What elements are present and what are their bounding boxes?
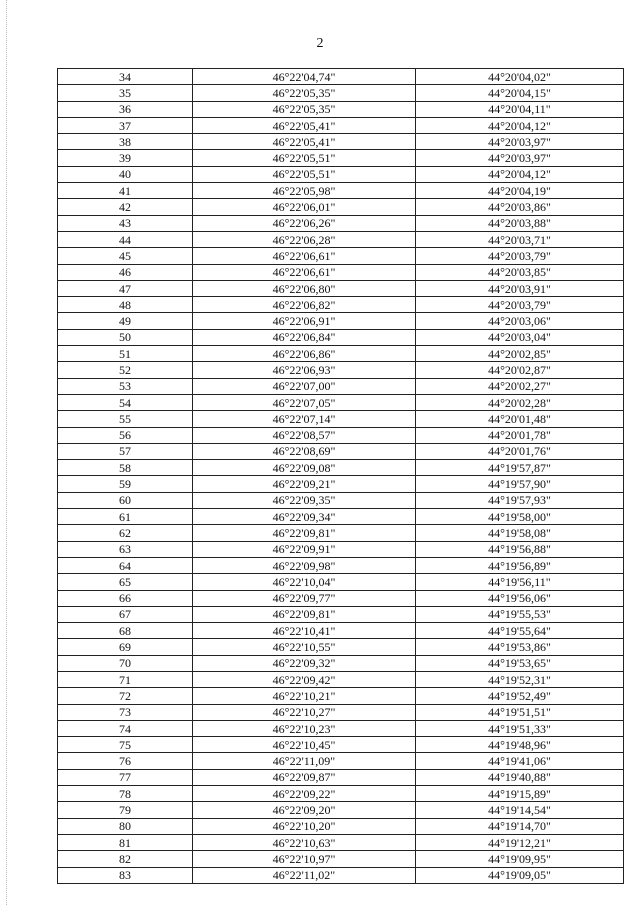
point-number-cell: 34 <box>58 69 193 85</box>
point-number-cell: 48 <box>58 297 193 313</box>
longitude-cell: 44°19'55,64" <box>416 623 624 639</box>
longitude-cell: 44°20'03,79" <box>416 297 624 313</box>
longitude-cell: 44°20'03,06" <box>416 313 624 329</box>
latitude-cell: 46°22'05,51" <box>193 166 416 182</box>
point-number-cell: 83 <box>58 867 193 883</box>
longitude-cell: 44°20'04,12" <box>416 166 624 182</box>
longitude-cell: 44°20'02,28" <box>416 394 624 410</box>
table-row <box>58 411 624 427</box>
point-number-cell: 69 <box>58 639 193 655</box>
point-number-cell: 36 <box>58 101 193 117</box>
coordinates-table-body <box>58 69 624 884</box>
table-row <box>58 329 624 345</box>
table-row <box>58 264 624 280</box>
table-row <box>58 231 624 247</box>
point-number-cell: 38 <box>58 134 193 150</box>
point-number-cell: 65 <box>58 574 193 590</box>
table-row <box>58 704 624 720</box>
point-number-cell: 78 <box>58 786 193 802</box>
latitude-cell: 46°22'09,08" <box>193 460 416 476</box>
latitude-cell: 46°22'09,32" <box>193 655 416 671</box>
table-row <box>58 215 624 231</box>
point-number-cell: 71 <box>58 671 193 687</box>
table-row <box>58 117 624 133</box>
latitude-cell: 46°22'09,20" <box>193 802 416 818</box>
table-row <box>58 69 624 85</box>
table-row <box>58 476 624 492</box>
point-number-cell: 53 <box>58 378 193 394</box>
point-number-cell: 77 <box>58 769 193 785</box>
point-number-cell: 42 <box>58 199 193 215</box>
table-row <box>58 199 624 215</box>
longitude-cell: 44°20'01,48" <box>416 411 624 427</box>
table-row <box>58 867 624 883</box>
point-number-cell: 74 <box>58 720 193 736</box>
table-row <box>58 101 624 117</box>
longitude-cell: 44°19'57,87" <box>416 460 624 476</box>
latitude-cell: 46°22'10,41" <box>193 623 416 639</box>
latitude-cell: 46°22'06,91" <box>193 313 416 329</box>
longitude-cell: 44°19'57,93" <box>416 492 624 508</box>
longitude-cell: 44°19'52,49" <box>416 688 624 704</box>
longitude-cell: 44°20'04,11" <box>416 101 624 117</box>
latitude-cell: 46°22'05,98" <box>193 183 416 199</box>
table-row <box>58 639 624 655</box>
point-number-cell: 61 <box>58 509 193 525</box>
table-row <box>58 248 624 264</box>
point-number-cell: 81 <box>58 834 193 850</box>
point-number-cell: 79 <box>58 802 193 818</box>
latitude-cell: 46°22'11,09" <box>193 753 416 769</box>
table-row <box>58 427 624 443</box>
latitude-cell: 46°22'05,41" <box>193 134 416 150</box>
point-number-cell: 51 <box>58 346 193 362</box>
point-number-cell: 52 <box>58 362 193 378</box>
latitude-cell: 46°22'09,21" <box>193 476 416 492</box>
latitude-cell: 46°22'10,55" <box>193 639 416 655</box>
latitude-cell: 46°22'06,80" <box>193 280 416 296</box>
latitude-cell: 46°22'09,35" <box>193 492 416 508</box>
table-row <box>58 590 624 606</box>
point-number-cell: 60 <box>58 492 193 508</box>
latitude-cell: 46°22'06,01" <box>193 199 416 215</box>
longitude-cell: 44°20'03,04" <box>416 329 624 345</box>
point-number-cell: 58 <box>58 460 193 476</box>
point-number-cell: 47 <box>58 280 193 296</box>
point-number-cell: 39 <box>58 150 193 166</box>
longitude-cell: 44°20'03,85" <box>416 264 624 280</box>
point-number-cell: 44 <box>58 231 193 247</box>
coordinates-table <box>57 68 624 884</box>
table-row <box>58 688 624 704</box>
table-row <box>58 134 624 150</box>
table-row <box>58 460 624 476</box>
table-row <box>58 834 624 850</box>
point-number-cell: 68 <box>58 623 193 639</box>
point-number-cell: 56 <box>58 427 193 443</box>
longitude-cell: 44°19'56,06" <box>416 590 624 606</box>
latitude-cell: 46°22'09,22" <box>193 786 416 802</box>
longitude-cell: 44°19'15,89" <box>416 786 624 802</box>
table-row <box>58 574 624 590</box>
table-row <box>58 623 624 639</box>
latitude-cell: 46°22'06,26" <box>193 215 416 231</box>
longitude-cell: 44°19'58,00" <box>416 509 624 525</box>
point-number-cell: 54 <box>58 394 193 410</box>
longitude-cell: 44°19'53,65" <box>416 655 624 671</box>
longitude-cell: 44°19'53,86" <box>416 639 624 655</box>
latitude-cell: 46°22'06,28" <box>193 231 416 247</box>
point-number-cell: 63 <box>58 541 193 557</box>
point-number-cell: 76 <box>58 753 193 769</box>
latitude-cell: 46°22'09,87" <box>193 769 416 785</box>
longitude-cell: 44°19'57,90" <box>416 476 624 492</box>
left-margin-dots <box>6 0 19 905</box>
page-number: 2 <box>316 36 324 51</box>
table-row <box>58 492 624 508</box>
longitude-cell: 44°20'01,76" <box>416 443 624 459</box>
table-row <box>58 85 624 101</box>
table-row <box>58 753 624 769</box>
table-row <box>58 378 624 394</box>
longitude-cell: 44°20'03,88" <box>416 215 624 231</box>
latitude-cell: 46°22'09,42" <box>193 671 416 687</box>
latitude-cell: 46°22'06,61" <box>193 264 416 280</box>
longitude-cell: 44°19'41,06" <box>416 753 624 769</box>
table-row <box>58 280 624 296</box>
table-row <box>58 166 624 182</box>
latitude-cell: 46°22'07,00" <box>193 378 416 394</box>
table-row <box>58 737 624 753</box>
longitude-cell: 44°19'56,89" <box>416 557 624 573</box>
point-number-cell: 40 <box>58 166 193 182</box>
longitude-cell: 44°19'12,21" <box>416 834 624 850</box>
point-number-cell: 59 <box>58 476 193 492</box>
longitude-cell: 44°19'55,53" <box>416 606 624 622</box>
latitude-cell: 46°22'04,74" <box>193 69 416 85</box>
point-number-cell: 73 <box>58 704 193 720</box>
longitude-cell: 44°20'04,12" <box>416 117 624 133</box>
table-row <box>58 150 624 166</box>
longitude-cell: 44°20'03,86" <box>416 199 624 215</box>
latitude-cell: 46°22'09,77" <box>193 590 416 606</box>
table-row <box>58 786 624 802</box>
latitude-cell: 46°22'06,93" <box>193 362 416 378</box>
point-number-cell: 55 <box>58 411 193 427</box>
latitude-cell: 46°22'10,27" <box>193 704 416 720</box>
table-row <box>58 720 624 736</box>
longitude-cell: 44°20'04,15" <box>416 85 624 101</box>
latitude-cell: 46°22'10,97" <box>193 851 416 867</box>
point-number-cell: 57 <box>58 443 193 459</box>
longitude-cell: 44°19'48,96" <box>416 737 624 753</box>
longitude-cell: 44°20'03,97" <box>416 134 624 150</box>
longitude-cell: 44°20'03,79" <box>416 248 624 264</box>
point-number-cell: 67 <box>58 606 193 622</box>
longitude-cell: 44°20'04,02" <box>416 69 624 85</box>
longitude-cell: 44°20'02,27" <box>416 378 624 394</box>
longitude-cell: 44°19'51,51" <box>416 704 624 720</box>
point-number-cell: 62 <box>58 525 193 541</box>
latitude-cell: 46°22'07,05" <box>193 394 416 410</box>
point-number-cell: 49 <box>58 313 193 329</box>
point-number-cell: 66 <box>58 590 193 606</box>
table-row <box>58 362 624 378</box>
point-number-cell: 35 <box>58 85 193 101</box>
longitude-cell: 44°20'02,85" <box>416 346 624 362</box>
point-number-cell: 37 <box>58 117 193 133</box>
table-row <box>58 509 624 525</box>
latitude-cell: 46°22'05,51" <box>193 150 416 166</box>
longitude-cell: 44°19'58,08" <box>416 525 624 541</box>
longitude-cell: 44°19'56,88" <box>416 541 624 557</box>
latitude-cell: 46°22'06,61" <box>193 248 416 264</box>
longitude-cell: 44°20'01,78" <box>416 427 624 443</box>
table-row <box>58 394 624 410</box>
point-number-cell: 41 <box>58 183 193 199</box>
latitude-cell: 46°22'09,81" <box>193 525 416 541</box>
latitude-cell: 46°22'09,81" <box>193 606 416 622</box>
table-row <box>58 297 624 313</box>
point-number-cell: 82 <box>58 851 193 867</box>
point-number-cell: 43 <box>58 215 193 231</box>
latitude-cell: 46°22'09,91" <box>193 541 416 557</box>
point-number-cell: 45 <box>58 248 193 264</box>
longitude-cell: 44°20'02,87" <box>416 362 624 378</box>
table-row <box>58 655 624 671</box>
table-row <box>58 606 624 622</box>
point-number-cell: 75 <box>58 737 193 753</box>
table-row <box>58 525 624 541</box>
point-number-cell: 64 <box>58 557 193 573</box>
latitude-cell: 46°22'05,35" <box>193 101 416 117</box>
table-row <box>58 671 624 687</box>
latitude-cell: 46°22'08,69" <box>193 443 416 459</box>
latitude-cell: 46°22'07,14" <box>193 411 416 427</box>
latitude-cell: 46°22'06,86" <box>193 346 416 362</box>
table-row <box>58 443 624 459</box>
latitude-cell: 46°22'10,23" <box>193 720 416 736</box>
latitude-cell: 46°22'10,63" <box>193 834 416 850</box>
table-row <box>58 818 624 834</box>
latitude-cell: 46°22'10,20" <box>193 818 416 834</box>
latitude-cell: 46°22'10,45" <box>193 737 416 753</box>
latitude-cell: 46°22'06,84" <box>193 329 416 345</box>
longitude-cell: 44°20'04,19" <box>416 183 624 199</box>
latitude-cell: 46°22'09,34" <box>193 509 416 525</box>
longitude-cell: 44°19'51,33" <box>416 720 624 736</box>
point-number-cell: 72 <box>58 688 193 704</box>
latitude-cell: 46°22'09,98" <box>193 557 416 573</box>
point-number-cell: 70 <box>58 655 193 671</box>
longitude-cell: 44°19'14,54" <box>416 802 624 818</box>
point-number-cell: 50 <box>58 329 193 345</box>
longitude-cell: 44°20'03,97" <box>416 150 624 166</box>
latitude-cell: 46°22'10,21" <box>193 688 416 704</box>
longitude-cell: 44°19'09,05" <box>416 867 624 883</box>
longitude-cell: 44°19'56,11" <box>416 574 624 590</box>
table-row <box>58 851 624 867</box>
longitude-cell: 44°19'40,88" <box>416 769 624 785</box>
longitude-cell: 44°19'14,70" <box>416 818 624 834</box>
table-row <box>58 346 624 362</box>
point-number-cell: 46 <box>58 264 193 280</box>
latitude-cell: 46°22'08,57" <box>193 427 416 443</box>
table-row <box>58 541 624 557</box>
longitude-cell: 44°19'52,31" <box>416 671 624 687</box>
latitude-cell: 46°22'06,82" <box>193 297 416 313</box>
point-number-cell: 80 <box>58 818 193 834</box>
table-row <box>58 557 624 573</box>
longitude-cell: 44°19'09,95" <box>416 851 624 867</box>
longitude-cell: 44°20'03,91" <box>416 280 624 296</box>
latitude-cell: 46°22'05,41" <box>193 117 416 133</box>
latitude-cell: 46°22'05,35" <box>193 85 416 101</box>
table-row <box>58 769 624 785</box>
longitude-cell: 44°20'03,71" <box>416 231 624 247</box>
table-row <box>58 183 624 199</box>
latitude-cell: 46°22'10,04" <box>193 574 416 590</box>
table-row <box>58 313 624 329</box>
latitude-cell: 46°22'11,02" <box>193 867 416 883</box>
table-row <box>58 802 624 818</box>
